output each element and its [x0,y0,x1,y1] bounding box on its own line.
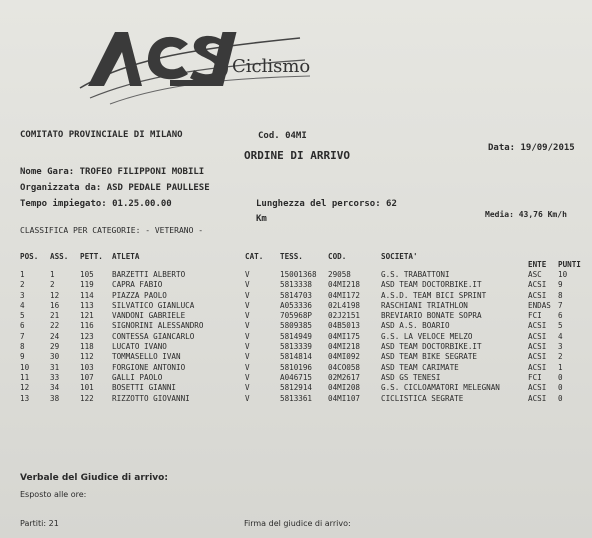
cell-pett: 107 [80,372,94,382]
cell-societa: ASD A.S. BOARIO [381,321,450,331]
cell-ente: FCI [528,372,542,382]
table-row [20,311,592,321]
cell-tess: 5812914 [280,383,313,393]
col-tess: TESS. [280,252,303,261]
col-societa: SOCIETA' [381,252,418,261]
cell-ente: ACSI [528,362,547,372]
cell-societa: ASD TEAM DOCTORBIKE.IT [381,342,482,352]
table-row [20,321,592,331]
table-row [20,363,592,373]
cell-pett: 119 [80,280,94,290]
committee-code: Cod. 04MI [258,131,307,141]
cell-ente: ACSI [528,321,547,331]
cell-atleta: SIGNORINI ALESSANDRO [112,321,204,331]
cell-atleta: FORGIONE ANTONIO [112,362,186,372]
cell-pos: 11 [20,372,30,382]
table-row [20,383,592,393]
cell-tess: 705968P [280,311,313,321]
cell-tess: 5814814 [280,352,313,362]
cell-ente: ACSI [528,280,547,290]
race-time: Tempo impiegato: 01.25.00.00 [20,199,172,209]
race-length: Lunghezza del percorso: 62 [256,199,397,209]
cell-punti: 8 [558,290,563,300]
cell-societa: CICLISTICA SEGRATE [381,393,464,403]
table-body [20,270,592,404]
col-atleta: ATLETA [112,252,140,261]
cell-atleta: BOSETTI GIANNI [112,383,177,393]
cell-pett: 101 [80,383,94,393]
cell-tess: 15001368 [280,270,317,279]
cell-punti: 0 [558,393,563,403]
cell-tess: 5814703 [280,290,313,300]
cell-societa: ASD TEAM BIKE SEGRATE [381,352,478,362]
cell-cod: 04MI172 [328,290,361,300]
cell-atleta: VANDONI GABRIELE [112,311,186,321]
col-ass: ASS. [50,252,69,261]
cell-punti: 0 [558,383,563,393]
cell-ente: FCI [528,311,542,321]
col-cod: COD. [328,252,347,261]
table-row [20,270,592,280]
cell-atleta: BARZETTI ALBERTO [112,270,186,279]
cell-ente: ENDAS [528,300,551,310]
cell-pett: 118 [80,342,94,352]
cell-cat: V [245,383,250,393]
cell-punti: 1 [558,362,563,372]
race-length-unit: Km [256,214,267,224]
cell-societa: ASD GS TENESI [381,372,441,382]
race-name: Nome Gara: TROFEO FILIPPONI MOBILI [20,167,205,177]
cell-tess: 5813361 [280,393,313,403]
cell-societa: G.S. CICLOAMATORI MELEGNAN [381,383,500,393]
cell-cod: 04MI092 [328,352,361,362]
cell-cod: 04MI175 [328,331,361,341]
cell-atleta: RIZZOTTO GIOVANNI [112,393,190,403]
table-header [20,252,592,270]
cell-cod: 02L4198 [328,300,361,310]
cell-tess: 5814949 [280,331,313,341]
cell-pett: 116 [80,321,94,331]
cell-tess: A046715 [280,372,313,382]
cell-tess: 5810196 [280,362,313,372]
race-average-speed: Media: 43,76 Km/h [485,210,567,219]
cell-cat: V [245,280,250,290]
committee-name: COMITATO PROVINCIALE DI MILANO [20,130,183,140]
cell-pos: 4 [20,300,25,310]
cell-cat: V [245,362,250,372]
cell-punti: 7 [558,300,563,310]
cell-cat: V [245,311,250,321]
cell-punti: 3 [558,342,563,352]
cell-tess: 5813339 [280,342,313,352]
col-ente: ENTE [528,260,547,269]
cell-cat: V [245,342,250,352]
classification-category: CLASSIFICA PER CATEGORIE: - VETERANO - [20,226,204,235]
cell-ass: 34 [50,383,60,393]
cell-societa: ASD TEAM CARIMATE [381,362,459,372]
cell-cod: 04MI218 [328,342,361,352]
cell-ass: 22 [50,321,60,331]
esposto-label: Esposto alle ore: [20,490,87,499]
cell-ente: ASC [528,270,542,279]
cell-tess: 5813338 [280,280,313,290]
cell-pos: 13 [20,393,30,403]
cell-cod: 29058 [328,270,351,279]
cell-cod: 04B5013 [328,321,361,331]
cell-ass: 21 [50,311,60,321]
cell-ass: 2 [50,280,55,290]
cell-pett: 112 [80,352,94,362]
cell-cod: 04MI208 [328,383,361,393]
col-pett: PETT. [80,252,103,261]
cell-ass: 1 [50,270,55,279]
cell-societa: ASD TEAM DOCTORBIKE.IT [381,280,482,290]
cell-cod: 02M2617 [328,372,361,382]
verbale-label: Verbale del Giudice di arrivo: [20,473,168,483]
table-row [20,280,592,290]
cell-cod: 04CO058 [328,362,361,372]
race-date: Data: 19/09/2015 [488,143,575,153]
cell-societa: G.S. LA VELOCE MELZO [381,331,473,341]
cell-pett: 113 [80,300,94,310]
cell-atleta: LUCATO IVANO [112,342,167,352]
cell-ass: 31 [50,362,60,372]
cell-cat: V [245,290,250,300]
page-title: ORDINE DI ARRIVO [244,149,350,162]
cell-ass: 29 [50,342,60,352]
cell-punti: 9 [558,280,563,290]
cell-societa: BREVIARIO BONATE SOPRA [381,311,482,321]
cell-pos: 6 [20,321,25,331]
cell-pett: 103 [80,362,94,372]
cell-pett: 105 [80,270,94,279]
firma-label: Firma del giudice di arrivo: [244,519,351,528]
table-row [20,342,592,352]
cell-atleta: CAPRA FABIO [112,280,163,290]
table-row [20,394,592,404]
cell-ass: 24 [50,331,60,341]
cell-pos: 2 [20,280,25,290]
cell-pos: 8 [20,342,25,352]
cell-pett: 123 [80,331,94,341]
cell-pos: 3 [20,290,25,300]
cell-cod: 02J2151 [328,311,361,321]
table-row [20,291,592,301]
cell-punti: 2 [558,352,563,362]
cell-pett: 121 [80,311,94,321]
cell-societa: RASCHIANI TRIATHLON [381,300,468,310]
cell-ass: 30 [50,352,60,362]
cell-cat: V [245,270,250,279]
col-pos: POS. [20,252,39,261]
cell-ente: ACSI [528,290,547,300]
cell-punti: 6 [558,311,563,321]
col-punti: PUNTI [558,260,581,269]
cell-ass: 16 [50,300,60,310]
cell-ente: ACSI [528,352,547,362]
cell-ente: ACSI [528,331,547,341]
col-cat: CAT. [245,252,264,261]
cell-societa: A.S.D. TEAM BICI SPRINT [381,290,487,300]
cell-punti: 4 [558,331,563,341]
cell-ass: 12 [50,290,60,300]
partiti-label: Partiti: 21 [20,519,59,528]
cell-atleta: GALLI PAOLO [112,372,163,382]
cell-tess: 5809385 [280,321,313,331]
cell-societa: G.S. TRABATTONI [381,270,450,279]
cell-cat: V [245,393,250,403]
cell-punti: 0 [558,372,563,382]
table-row [20,352,592,362]
cell-atleta: PIAZZA PAOLO [112,290,167,300]
cell-pos: 5 [20,311,25,321]
cell-pett: 122 [80,393,94,403]
cell-tess: A053336 [280,300,313,310]
cell-atleta: TOMMASELLO IVAN [112,352,181,362]
cell-cat: V [245,372,250,382]
cell-pos: 7 [20,331,25,341]
cell-ente: ACSI [528,383,547,393]
table-row [20,373,592,383]
cell-cat: V [245,352,250,362]
logo-wordmark: Ciclismo [232,56,311,77]
cell-cat: V [245,331,250,341]
cell-pett: 114 [80,290,94,300]
cell-atleta: CONTESSA GIANCARLO [112,331,195,341]
cell-pos: 12 [20,383,30,393]
cell-punti: 10 [558,270,568,279]
cell-atleta: SILVATICO GIANLUCA [112,300,195,310]
cell-ass: 33 [50,372,60,382]
cell-pos: 1 [20,270,25,279]
cell-pos: 10 [20,362,30,372]
cell-cod: 04MI107 [328,393,361,403]
table-row [20,332,592,342]
results-table [20,252,592,404]
cell-ass: 38 [50,393,60,403]
table-row [20,301,592,311]
cell-cod: 04MI218 [328,280,361,290]
cell-pos: 9 [20,352,25,362]
cell-punti: 5 [558,321,563,331]
race-organizer: Organizzata da: ASD PEDALE PAULLESE [20,183,210,193]
cell-cat: V [245,300,250,310]
cell-ente: ACSI [528,342,547,352]
cell-ente: ACSI [528,393,547,403]
cell-cat: V [245,321,250,331]
